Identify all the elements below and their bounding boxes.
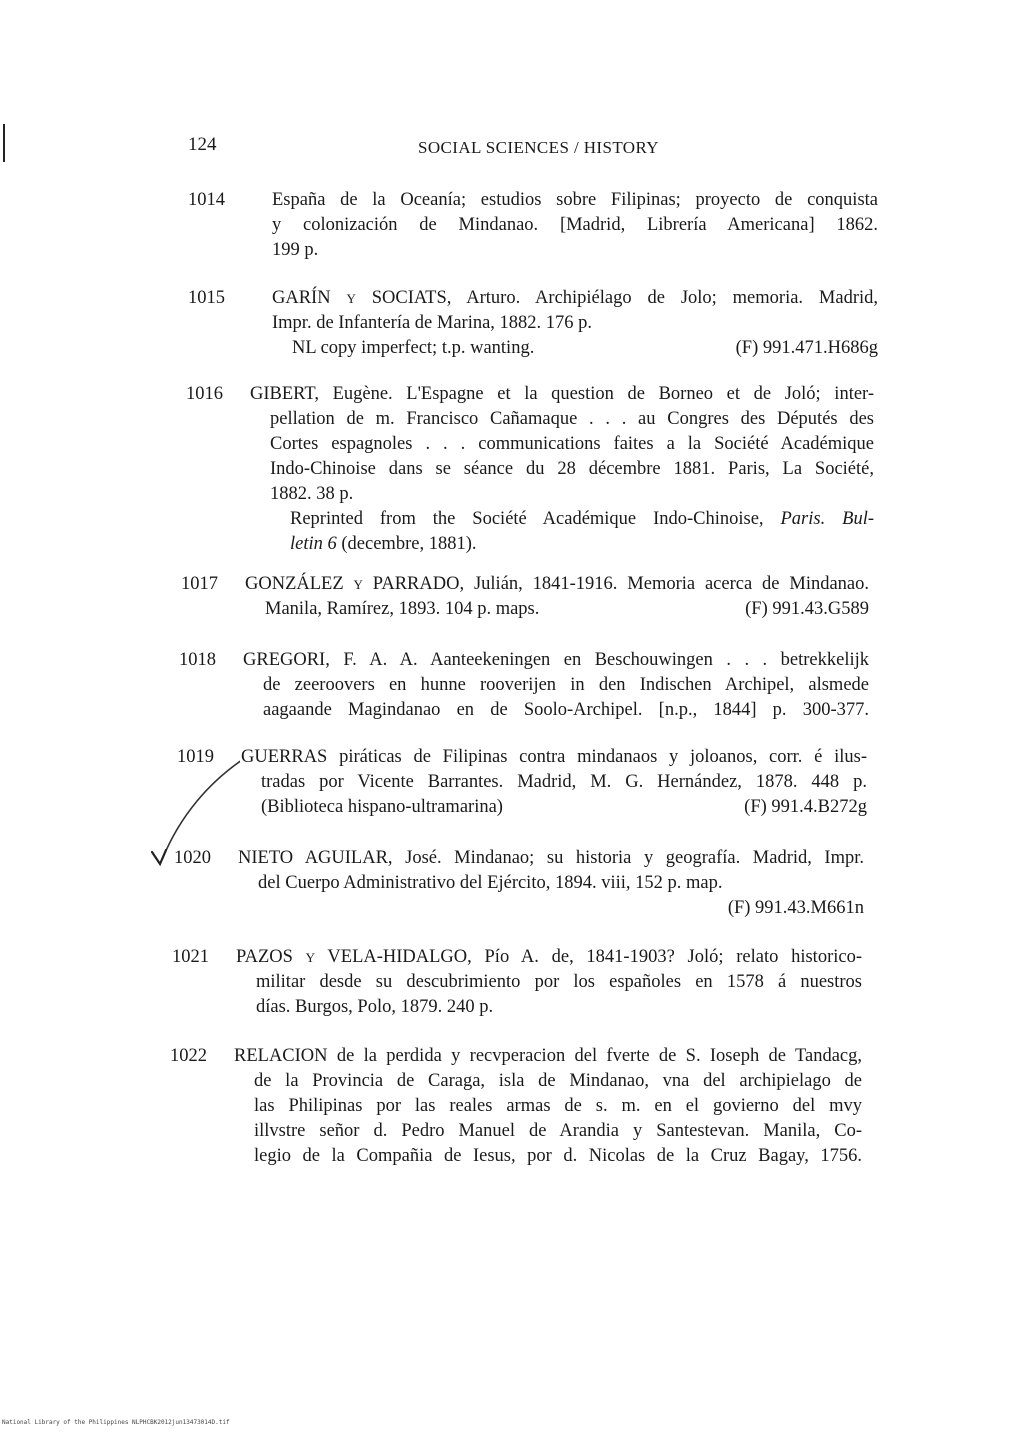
entry-author: GREGORI,	[243, 650, 330, 670]
handwritten-check-mark-icon	[150, 760, 240, 870]
entry-number: 1022	[170, 1046, 207, 1066]
entry-note-italic: letin 6	[290, 534, 337, 554]
entry-line: José. Mindanao; su historia y geografía. Madrid, Impr.	[405, 848, 864, 868]
entry-line: Julián, 1841-1916. Memoria acerca de Mindanao.	[473, 574, 870, 594]
entry-number: 1018	[179, 650, 216, 670]
call-number: (F) 991.43.G589	[745, 599, 869, 619]
entry-author: GARÍN y SOCIATS,	[272, 288, 452, 308]
entry-line: Pío A. de, 1841-1903? Joló; relato historico-	[484, 947, 862, 967]
entry-line: tradas por Vicente Barrantes. Madrid, M. G. Hernández, 1878. 448 p.	[261, 772, 867, 792]
entry-line: militar desde su descubrimiento por los españoles en 1578 á nuestros	[256, 972, 862, 992]
entry-line: aagaande Magindanao en de Soolo-Archipel. [n.p., 1844] p. 300-377.	[263, 700, 869, 720]
entry-line: legio de la Compañia de Iesus, por d. Nicolas de la Cruz Bagay, 1756.	[254, 1146, 862, 1166]
entry-line: las Philipinas por las reales armas de s. m. en el govierno del mvy	[254, 1096, 862, 1116]
entry-line: de la perdida y recvperacion del fverte de S. Ioseph de Tandacg,	[336, 1046, 862, 1066]
entry-number: 1019	[177, 747, 214, 767]
entry-line: illvstre señor d. Pedro Manuel de Arandia y Santestevan. Manila, Co-	[254, 1121, 862, 1141]
entry-line: (Biblioteca hispano-ultramarina)	[261, 797, 503, 817]
entry-number: 1021	[172, 947, 209, 967]
call-number: (F) 991.471.H686g	[735, 338, 878, 358]
entry-line: Manila, Ramírez, 1893. 104 p. maps.	[265, 599, 540, 619]
entry-line: Impr. de Infantería de Marina, 1882. 176 p.	[272, 313, 593, 333]
entry-author: PAZOS y VELA-HIDALGO,	[236, 947, 472, 967]
entry-line: 1882. 38 p.	[270, 484, 354, 504]
page-number: 124	[188, 134, 217, 155]
entry-author: GUERRAS	[241, 747, 328, 767]
entry-line: días. Burgos, Polo, 1879. 240 p.	[256, 997, 494, 1017]
entry-line: 199 p.	[272, 240, 319, 260]
entry-number: 1017	[181, 574, 218, 594]
entry-author: GONZÁLEZ y PARRADO,	[245, 574, 465, 594]
entry-note: Reprinted from the Société Académique Indo-Chinoise,	[290, 509, 764, 529]
entry-note: (decembre, 1881).	[341, 534, 477, 554]
entry-line: y colonización de Mindanao. [Madrid, Librería Americana] 1862.	[272, 215, 878, 235]
call-number: (F) 991.4.B272g	[744, 797, 867, 817]
entry-line: del Cuerpo Administrativo del Ejército, 1894. viii, 152 p. map.	[258, 873, 723, 893]
entry-line: F. A. A. Aanteekeningen en Beschouwingen . . . betrekkelijk	[343, 650, 870, 670]
entry-note: NL copy imperfect; t.p. wanting.	[292, 338, 535, 358]
entry-note-italic: Paris. Bul-	[780, 509, 874, 529]
entry-line: de la Provincia de Caraga, isla de Mindanao, vna del archipielago de	[254, 1071, 862, 1091]
entry-number: 1020	[174, 848, 211, 868]
entry-line: pellation de m. Francisco Cañamaque . . . au Congres des Députés des	[270, 409, 874, 429]
entry-number: 1016	[186, 384, 223, 404]
entry-author: NIETO AGUILAR,	[238, 848, 393, 868]
entry-number: 1014	[188, 190, 225, 210]
entry-line: Indo-Chinoise dans se séance du 28 décembre 1881. Paris, La Société,	[270, 459, 874, 479]
entry-line: piráticas de Filipinas contra mindanaos y joloanos, corr. é ilus-	[339, 747, 868, 767]
call-number: (F) 991.43.M661n	[727, 898, 864, 918]
scan-footer: National Library of the Philippines NLPHCBK2012jun13473014D.tif	[2, 1419, 230, 1426]
entry-author: RELACION	[234, 1046, 328, 1066]
entry-author: GIBERT,	[250, 384, 319, 404]
entry-line: Eugène. L'Espagne et la question de Borneo et de Joló; inter-	[332, 384, 875, 404]
entry-line: Cortes espagnoles . . . communications faites a la Société Académique	[270, 434, 874, 454]
entry-line: Arturo. Archipiélago de Jolo; memoria. Madrid,	[466, 288, 878, 308]
page-header	[188, 134, 878, 162]
entry-number: 1015	[188, 288, 225, 308]
margin-rule	[3, 124, 5, 162]
entry-line: España de la Oceanía; estudios sobre Filipinas; proyecto de conquista	[272, 190, 878, 210]
running-head: SOCIAL SCIENCES / HISTORY	[418, 138, 659, 157]
entry-line: de zeeroovers en hunne rooverijen in den Indischen Archipel, alsmede	[263, 675, 869, 695]
